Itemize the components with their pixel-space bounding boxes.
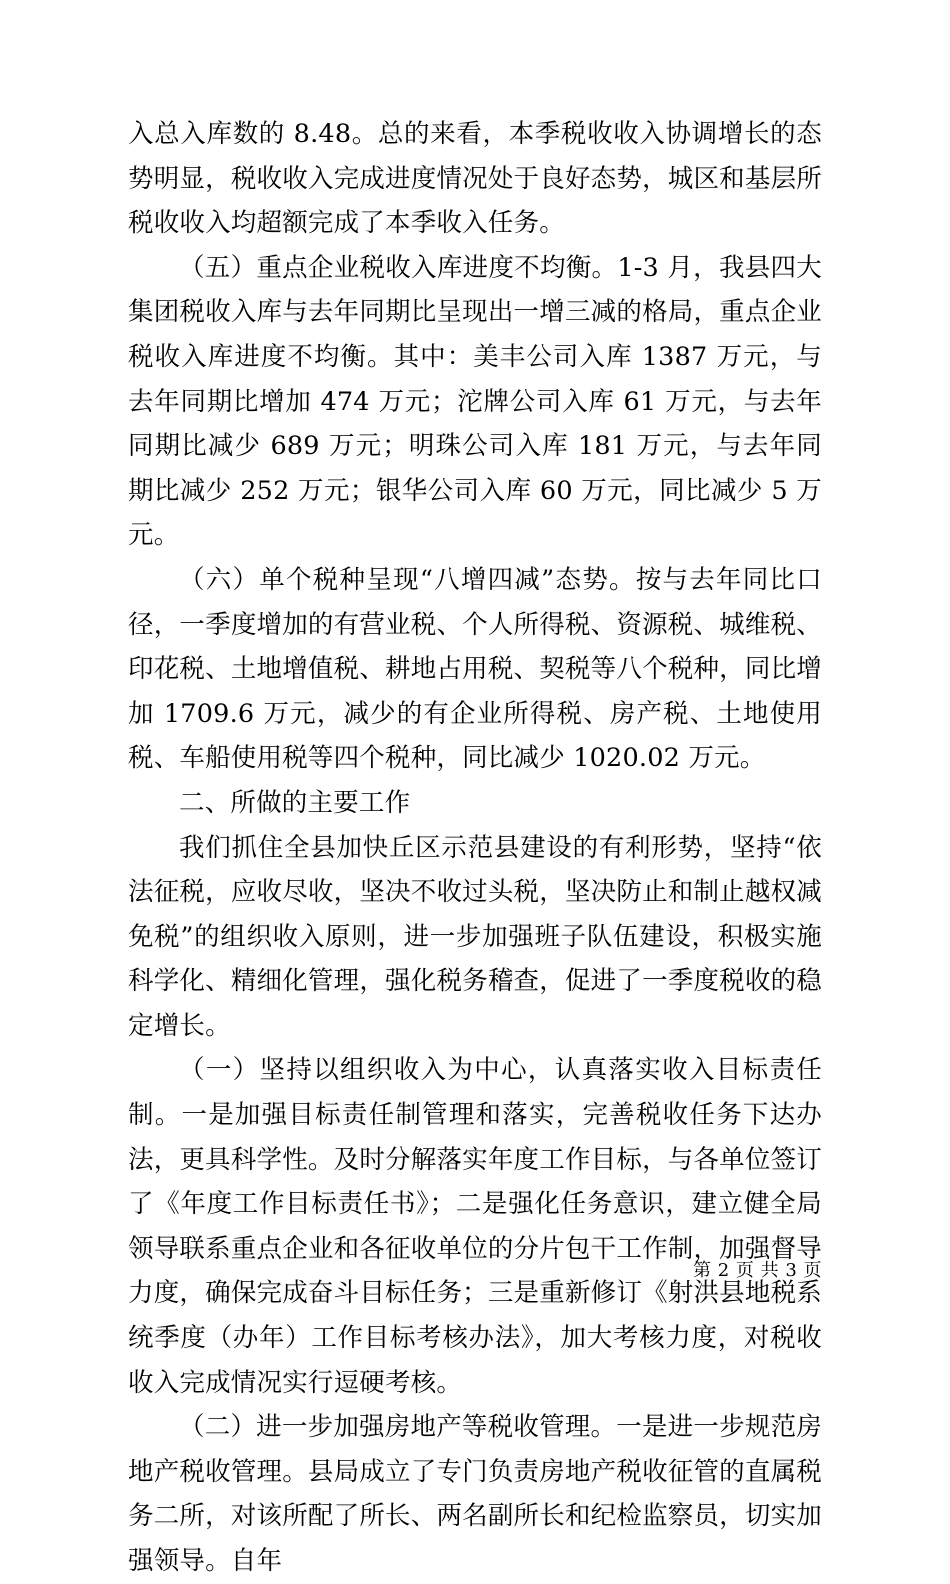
paragraph-section-five: （五）重点企业税收入库进度不均衡。1-3 月，我县四大集团税收入库与去年同期比呈现出一增三减的格局，重点企业税收入库进度不均衡。其中：美丰公司入库 1387 万元，与去年同期比增加 474 万元；沱牌公司入库 61 万元，与去年同期比减少 689 万元；明珠公司入库 181 万元，与去年同期比减少 252 万元；银华公司入库 60 万元，同比减少 5 万元。 — [128, 252, 822, 551]
document-body — [128, 112, 822, 1584]
paragraph-intro-work: 我们抓住全县加快丘区示范县建设的有利形势，坚持“依法征税，应收尽收，坚决不收过头税，坚决防止和制止越权减免税”的组织收入原则，进一步加强班子队伍建设，积极实施科学化、精细化管理，强化税务稽查，促进了一季度税收的稳定增长。 — [128, 832, 822, 1041]
paragraph-work-one: （一）坚持以组织收入为中心，认真落实收入目标责任制。一是加强目标责任制管理和落实，完善税收任务下达办法，更具科学性。及时分解落实年度工作目标，与各单位签订了《年度工作目标责任书》；二是强化任务意识，建立健全局领导联系重点企业和各征收单位的分片包干工作制，加强督导力度，确保完成奋斗目标任务；三是重新修订《射洪县地税系统季度（办年）工作目标考核办法》，加大考核力度，对税收收入完成情况实行逗硬考核。 — [128, 1055, 822, 1398]
page-footer: 第 2 页 共 3 页 — [692, 1260, 822, 1281]
paragraph-continuation: 入总入库数的 8.48。总的来看，本季税收收入协调增长的态势明显，税收收入完成进度情况处于良好态势，城区和基层所税收收入均超额完成了本季收入任务。 — [128, 119, 822, 239]
paragraph-section-six: （六）单个税种呈现“八增四减”态势。按与去年同比口径，一季度增加的有营业税、个人所得税、资源税、城维税、印花税、土地增值税、耕地占用税、契税等八个税种，同比增加 1709.6 万元，减少的有企业所得税、房产税、土地使用税、车船使用税等四个税种，同比减少 1020.02 万元。 — [128, 564, 822, 774]
paragraph-heading-two: 二、所做的主要工作 — [179, 787, 411, 818]
paragraph-work-two: （二）进一步加强房地产等税收管理。一是进一步规范房地产税收管理。县局成立了专门负责房地产税收征管的直属税务二所，对该所配了所长、两名副所长和纪检监察员，切实加强领导。自年 — [128, 1412, 822, 1576]
